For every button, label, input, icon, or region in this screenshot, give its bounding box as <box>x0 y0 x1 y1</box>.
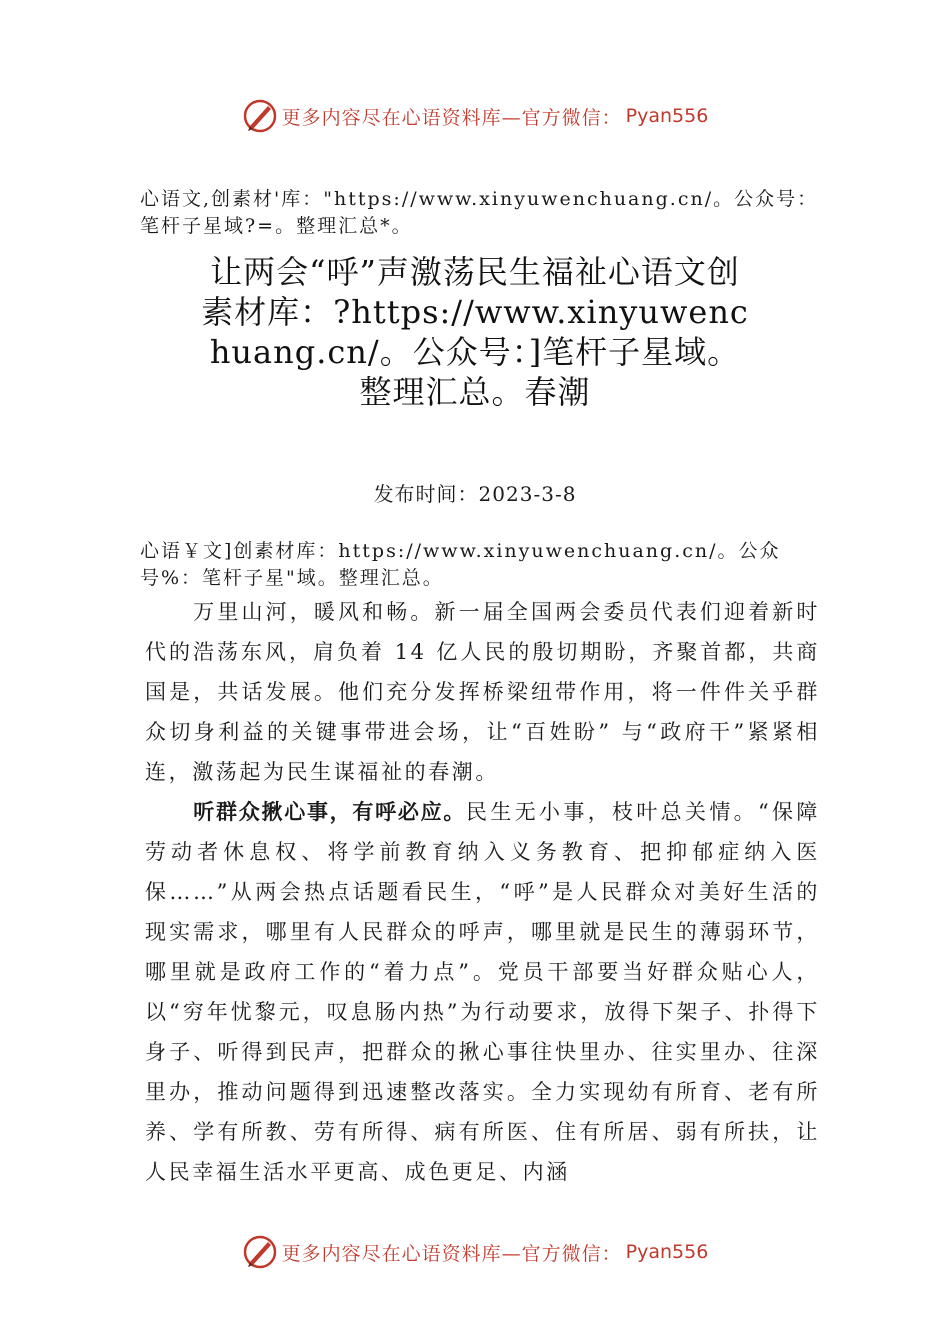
source-note: 心语￥文]创素材库：https://www.xinyuwenchuang.cn/。公众号%：笔杆子星"域。整理汇总。 <box>140 540 781 589</box>
quill-logo-icon <box>242 98 278 134</box>
paragraph-2-lead: 听群众揪心事，有呼必应。 <box>193 800 467 824</box>
top-banner <box>0 96 950 136</box>
publish-date: 发布时间：2023-3-8 <box>373 482 577 506</box>
banner-text: 更多内容尽在心语资料库—官方微信： <box>281 1242 622 1265</box>
header-note: 心语文,创素材'库："https://www.xinyuwenchuang.cn/。公众号：笔杆子星域?=。整理汇总*。 <box>140 188 819 237</box>
bottom-banner <box>0 1232 950 1272</box>
paragraph-2-text: 民生无小事，枝叶总关情。“保障劳动者休息权、将学前教育纳入义务教育、把抑郁症纳入医保……”从两会热点话题看民生，“呼”是人民群众对美好生活的现实需求，哪里有人民群众的呼声，哪里就是民生的薄弱环节，哪里就是政府工作的“着力点”。党员干部要当好群众贴心人，以“穷年忧黎元，叹息肠内热”为行动要求，放得下架子、扑得下身子、听得到民声，把群众的揪心事往快里办、往实里办、往深里办，推动问题得到迅速整改落实。全力实现幼有所育、老有所养、学有所教、劳有所得、病有所医、住有所居、弱有所扶，让人民幸福生活水平更高、成色更足、内涵 <box>145 800 820 1184</box>
article-title: 让两会“呼”声激荡民生福祉心语文创素材库：?https://www.xinyuwenchuang.cn/。公众号：]笔杆子星域。整理汇总。春潮 <box>201 253 749 411</box>
article-body <box>145 592 820 1192</box>
paragraph-1: 万里山河，暖风和畅。新一届全国两会委员代表们迎着新时代的浩荡东风，肩负着 14 亿人民的殷切期盼，齐聚首都，共商国是，共话发展。他们充分发挥桥梁纽带作用，将一件件关乎群众切身利益的关键事带进会场，让“百姓盼” 与“政府干”紧紧相连，激荡起为民生谋福祉的春潮。 <box>145 600 820 784</box>
banner-wechat-id: Pyan556 <box>625 1241 709 1263</box>
banner-text: 更多内容尽在心语资料库—官方微信： <box>281 106 622 129</box>
banner-wechat-id: Pyan556 <box>625 105 709 127</box>
paragraph-2 <box>145 792 820 1192</box>
quill-logo-icon <box>242 1234 278 1270</box>
